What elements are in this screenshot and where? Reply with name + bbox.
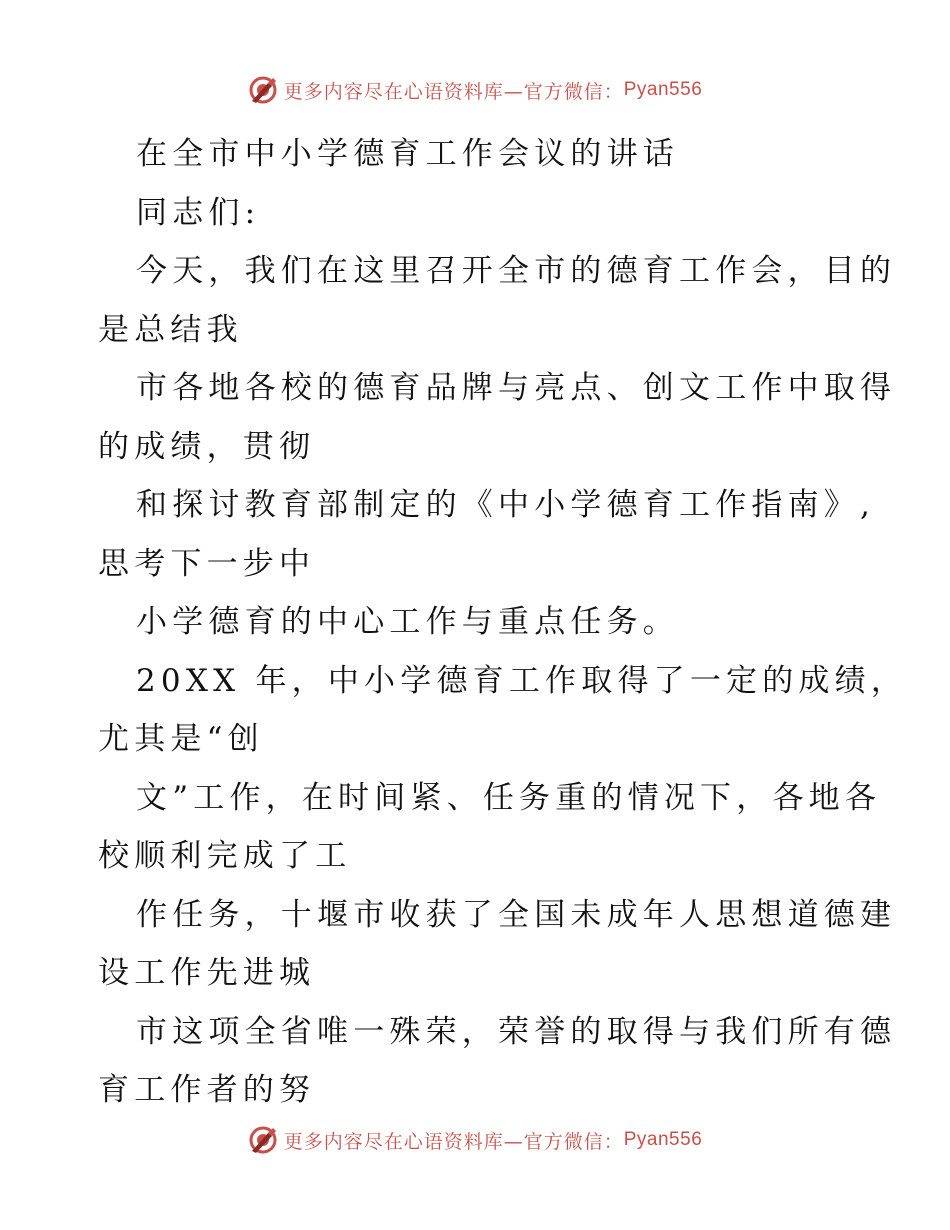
header-wechat-id: Pyan556 [623,79,703,100]
paragraph-line: 设工作先进城 [98,955,316,991]
paragraph-line: 市各地各校的德育品牌与亮点、创文工作中取得 [136,370,897,406]
paragraph-line: 文”工作，在时间紧、任务重的情况下，各地各 [136,779,882,816]
pen-circle-logo-icon [248,1125,278,1155]
paragraph-line: 20XX 年，中小学德育工作取得了一定的成绩， [136,662,908,699]
paragraph-line: 小学德育的中心工作与重点任务。 [136,604,679,640]
header-banner [0,70,950,110]
document-title: 在全市中小学德育工作会议的讲话 [136,136,679,172]
header-banner-text: 更多内容尽在心语资料库—官方微信： [283,80,624,103]
paragraph-line: 校顺利完成了工 [98,838,352,874]
salutation: 同志们: [136,194,261,231]
document-body [98,125,908,1120]
pen-circle-logo-icon [248,75,278,105]
footer-banner-text: 更多内容尽在心语资料库—官方微信： [283,1130,624,1153]
paragraph-line: 作任务，十堰市收获了全国未成年人思想道德建 [136,896,897,933]
paragraph-line: 育工作者的努 [98,1072,316,1108]
paragraph-line: 尤其是“创 [98,721,264,757]
paragraph-line: 思考下一步中 [98,545,316,582]
paragraph-line: 和探讨教育部制定的《中小学德育工作指南》, [136,487,876,523]
paragraph-line: 是总结我 [98,311,243,348]
paragraph-line: 今天，我们在这里召开全市的德育工作会，目的 [136,253,897,289]
footer-wechat-id: Pyan556 [623,1129,703,1150]
footer-banner [0,1120,950,1160]
paragraph-line: 市这项全省唯一殊荣，荣誉的取得与我们所有德 [136,1013,897,1050]
paragraph-line: 的成绩，贯彻 [98,428,316,465]
